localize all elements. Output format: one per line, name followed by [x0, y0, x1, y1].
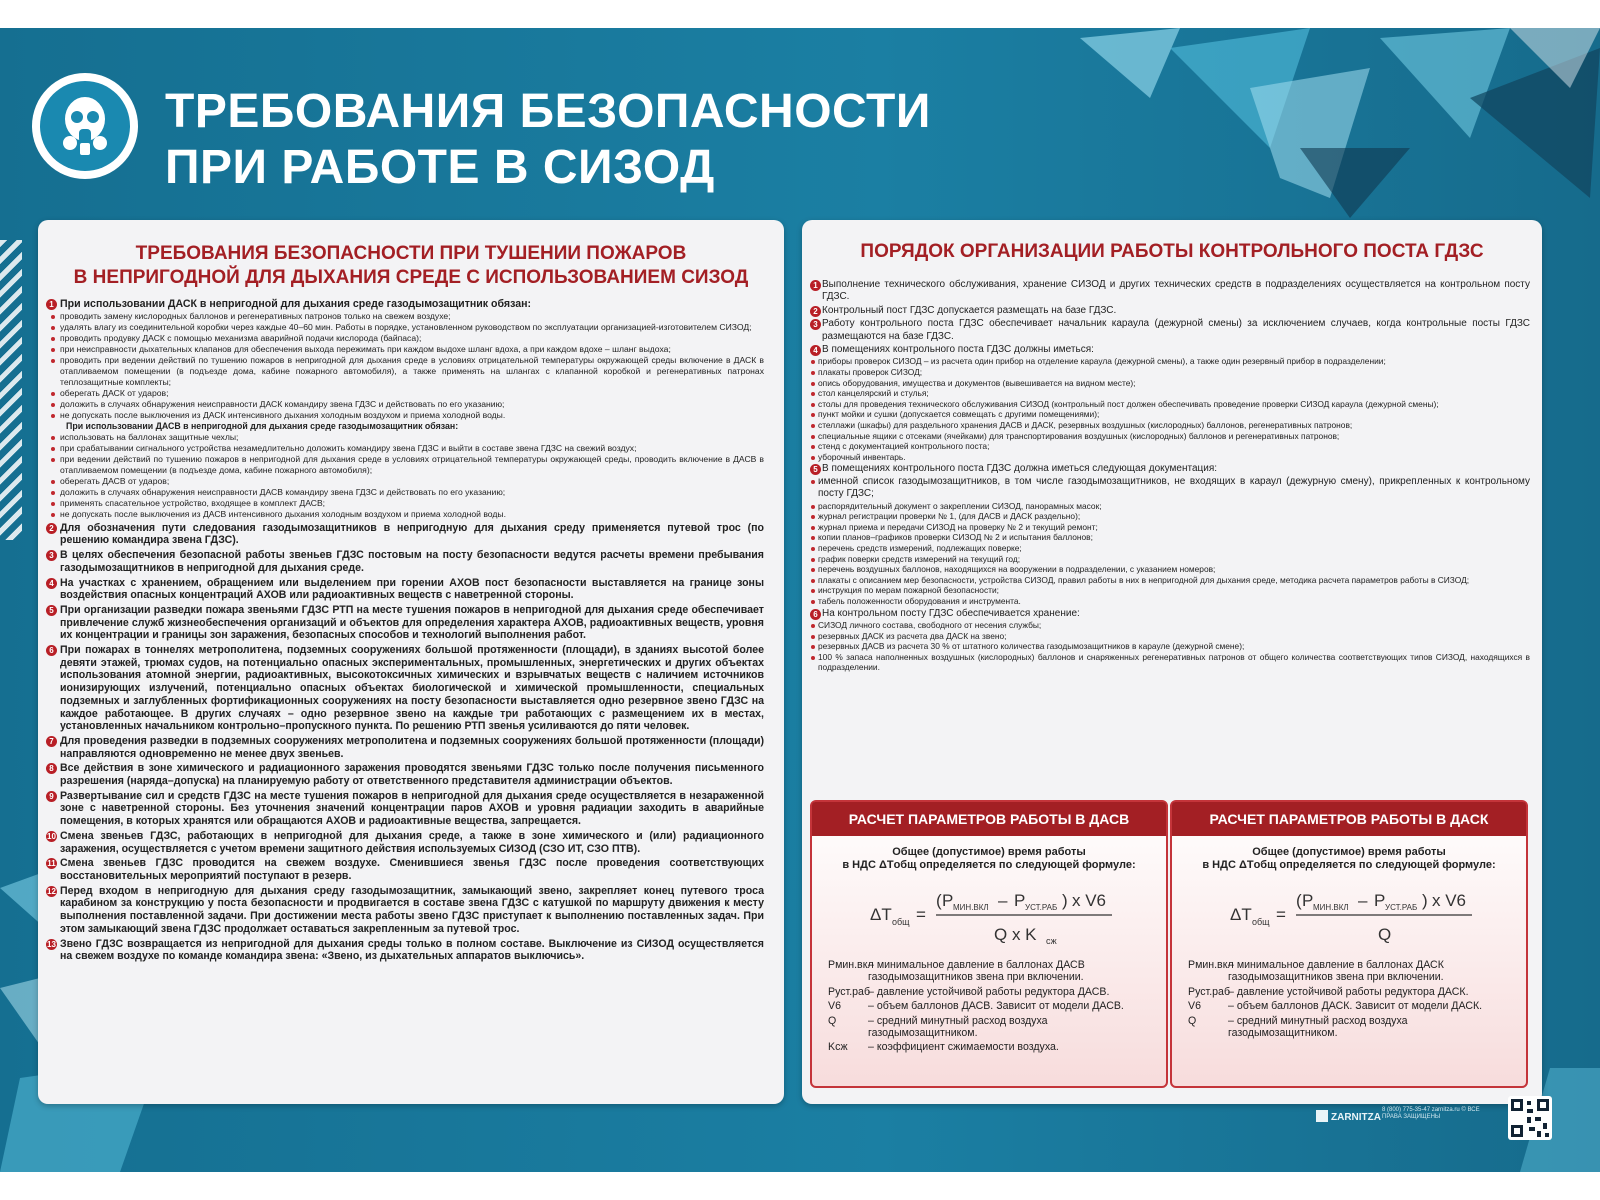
list-item: 5 В помещениях контрольного поста ГДЗС должна иметься следующая документация:: [810, 463, 1530, 475]
list-item: стеллажи (шкафы) для раздельного хранения ДАСВ и ДАСК, резервных воздушных (кислородных) баллонов, регенеративных патронов;: [810, 420, 1530, 431]
legend-row: Q – средний минутный расход воздуха газодымозащитником.: [828, 1014, 1048, 1040]
legend-row: Q – средний минутный расход воздуха газодымозащитником.: [1188, 1014, 1408, 1040]
list-item: применять спасательное устройство, входящее в комплект ДАСВ;: [46, 498, 764, 509]
list-item: копии планов–графиков проверки СИЗОД № 2 и испытания баллонов;: [810, 532, 1530, 543]
list-item: 8 Все действия в зоне химического и радиационного заражения проводятся звеньями ГДЗС только после получения письменного разрешения (наряда–допуска) на планируемую работу от ответственного представителя администрации объектов.: [46, 762, 764, 787]
dask-box-intro: Общее (допустимое) время работы в НДС ΔTобщ определяется по следующей формуле:: [1202, 846, 1496, 871]
list-item: проводить продувку ДАСК с помощью механизма аварийной подачи кислорода (байпаса);: [46, 333, 764, 344]
list-item: резервных ДАСВ из расчета 30 % от штатного количества газодымозащитников в карауле (дежурной смене);: [810, 641, 1530, 652]
list-item: распорядительный документ о закреплении СИЗОД, панорамных масок;: [810, 501, 1530, 512]
dasv-box-intro: Общее (допустимое) время работы в НДС ΔTобщ определяется по следующей формуле:: [842, 846, 1136, 871]
dasv-legend: [812, 959, 1166, 1054]
formula-eq: =: [916, 905, 926, 924]
formula-lhs-sub: общ: [1252, 917, 1270, 927]
right-panel: [802, 220, 1542, 1104]
decor-stripes: [0, 240, 22, 540]
dask-legend: [1172, 959, 1526, 1039]
dasv-box-title: РАСЧЕТ ПАРАМЕТРОВ РАБОТЫ В ДАСВ: [812, 802, 1166, 836]
svg-text:(: (: [936, 891, 942, 910]
list-item: стол канцелярский и стулья;: [810, 388, 1530, 399]
list-item: при срабатывании сигнального устройства незамедлительно доложить командиру звена ГДЗС и выйти в составе звена ГДЗС на свежий воздух;: [46, 443, 764, 454]
svg-text:): ): [1062, 891, 1068, 910]
formula-p2: P: [1374, 891, 1386, 910]
list-item: 5 При организации разведки пожара звеньями ГДЗС РТП на месте тушения пожаров в непригодной для дыхания среде обеспечивает привлечение служб жизнеобеспечения организаций и объектов для определения характера АХОВ, радиоактивных веществ, уровня их концентрации и границы зон заражения, безопасных способов и технологий выполнения работ.: [46, 604, 764, 642]
formula-eq: =: [1276, 905, 1286, 924]
list-item: 4 На участках с хранением, обращением или выделением при горении АХОВ пост безопасности выставляется на границе зоны воздействия опасных концентраций АХОВ или радиоактивных веществ с наветренной стороны.: [46, 577, 764, 602]
legend-row: Pуст.раб – давление устойчивой работы редуктора ДАСВ.: [828, 985, 1110, 998]
list-item: 9 Развертывание сил и средств ГДЗС на месте тушения пожаров в непригодной для дыхания среде осуществляется в незараженной зоне с наветренной стороны. Без уточнения значений концентрации паров АХОВ и уровня радиации заходить в аварийные помещения, в которых хранятся или обращаются АХОВ и радиоактивные вещества, запрещается.: [46, 790, 764, 828]
list-item: проводить замену кислородных баллонов и регенеративных патронов только на свежем воздухе;: [46, 311, 764, 322]
decor-shards-top-right: [1050, 28, 1600, 218]
list-item: плакаты проверок СИЗОД;: [810, 367, 1530, 378]
number-badge-icon: 8: [46, 763, 57, 774]
number-badge-icon: 4: [46, 578, 57, 589]
list-item: оберегать ДАСВ от ударов;: [46, 476, 764, 487]
formula-lhs: ΔT: [1230, 905, 1252, 924]
formula-minus: –: [998, 891, 1008, 910]
list-item: столы для проведения технического обслуживания СИЗОД (контрольный пост должен обеспечивать проведение проверки СИЗОД караула (дежурной смены);: [810, 399, 1530, 410]
number-badge-icon: 5: [46, 605, 57, 616]
right-panel-body: [802, 264, 1542, 673]
number-badge-icon: 12: [47, 886, 56, 896]
formula-minus: –: [1358, 891, 1368, 910]
list-item: журнал регистрации проверки № 1, (для ДАСВ и ДАСК раздельно);: [810, 511, 1530, 522]
svg-text:): ): [1422, 891, 1428, 910]
list-item: приборы проверок СИЗОД – из расчета один прибор на отделение караула (дежурной смены), а также один резервный прибор в подразделении;: [810, 356, 1530, 367]
list-item: опись оборудования, имущества и документов (вывешивается на видном месте);: [810, 378, 1530, 389]
svg-text:(: (: [1296, 891, 1302, 910]
legend-row: V6 – объем баллонов ДАСК. Зависит от модели ДАСК.: [1188, 1000, 1483, 1013]
formula-lhs-sub: общ: [892, 917, 910, 927]
dask-formula: [1172, 878, 1522, 952]
number-badge-icon: 11: [47, 859, 56, 869]
poster-title: [165, 84, 931, 196]
left-panel-body: [38, 290, 784, 963]
list-item: 4 В помещениях контрольного поста ГДЗС должны иметься:: [810, 344, 1530, 356]
number-badge-icon: 3: [46, 550, 57, 561]
list-item: перечень воздушных баллонов, находящихся на вооружении в подразделении, с указанием номеров;: [810, 564, 1530, 575]
legend-row: V6 – объем баллонов ДАСВ. Зависит от модели ДАСВ.: [828, 1000, 1124, 1013]
list-item: 6 При пожарах в тоннелях метрополитена, подземных сооружениях большой протяженности (площади), в зданиях высотой более девяти этажей, трюмах судов, на потенциально опасных экспериментальных, промышленных, энергетических и других объектах использования атомной энергии, радиоактивных, высокотоксичных химических и взрывчатых веществ с наличием источников ионизирующих излучений, потенциально опасных объектах биологической и химической промышленности, специальных подземных и заглубленных фортификационных сооружениях на посту безопасности выставляется одно резервное звено ГДЗС на каждое работающее. В других случаях – одно резервное звено на каждые три работающих с размещением их в местах, установленных начальником контрольно–пропускного пункта. По решению РТП звенья усиливаются до пяти человек.: [46, 644, 764, 733]
dask-box-title: РАСЧЕТ ПАРАМЕТРОВ РАБОТЫ В ДАСК: [1172, 802, 1526, 836]
list-item: табель положенности оборудования и инструмента.: [810, 596, 1530, 607]
list-item: проводить при ведении действий по тушению пожаров в непригодной для дыхания среде в условиях отрицательной температуры окружающей среды включение в ДАСК в отапливаемом помещении (в подъезде дома, кабине пожарного автомобиля), а также применять на шлангах с клапанной коробкой и регенеративных патронах теплозащитные комплекты;: [46, 355, 764, 388]
footer-contacts: 8 (800) 775-35-47 zarnitza.ru © ВСЕ ПРАВА ЗАЩИЩЕНЫ: [1382, 1107, 1480, 1120]
list-item: удалять влагу из соединительной коробки через каждые 40–60 мин. Работы в порядке, установленном руководством по эксплуатации организацией-изготовителем СИЗОД;: [46, 322, 764, 333]
number-badge-icon: 3: [810, 319, 821, 330]
list-item: перечень средств измерений, подлежащих поверке;: [810, 543, 1530, 554]
list-item: 13 Звено ГДЗС возвращается из непригодной для дыхания среды только в полном составе. Выключение из СИЗОД осуществляется на свежем воздухе по команде командира звена: «Звено, из дыхательных аппаратов выключись».: [47, 937, 764, 963]
brand-logo: ZARNITZA: [1316, 1110, 1381, 1123]
legend-row: Pмин.вкл – минимальное давление в баллонах ДАСВ газодымозащитников звена при включении.: [828, 959, 1085, 984]
number-badge-icon: 1: [810, 280, 821, 291]
list-item: при ведении действий по тушению пожаров в непригодной для дыхания среде в условиях отрицательной температуры окружающей среды, проводить включение в ДАСВ в отапливаемом помещении (в подъезде дома, кабине пожарного автомобиля);: [46, 454, 764, 476]
poster: [0, 28, 1600, 1172]
list-item: журнал приема и передачи СИЗОД на проверку № 2 и текущий ремонт;: [810, 522, 1530, 533]
list-item: не допускать после выключения из ДАСК интенсивного дыхания холодным воздухом и приема холодной воды.: [46, 410, 764, 421]
list-item: использовать на баллонах защитные чехлы;: [46, 432, 764, 443]
number-badge-icon: 2: [46, 523, 57, 534]
formula-p2-sub: УСТ.РАБ: [1385, 903, 1418, 912]
list-item: инструкция по мерам пожарной безопасности;: [810, 585, 1530, 596]
formula-p2-sub: УСТ.РАБ: [1025, 903, 1058, 912]
list-item: именной список газодымозащитников, в том числе газодымозащитников, не входящих в караул (дежурную смену), прикрепленных к контрольному посту ГДЗС;: [810, 476, 1530, 501]
legend-row: Pуст.раб – давление устойчивой работы редуктора ДАСК.: [1188, 985, 1469, 998]
list-item: 11 Смена звеньев ГДЗС проводится на свежем воздухе. Сменившиеся звенья ГДЗС после проведения соответствующих восстановительных мероприятий поступают в резерв.: [47, 857, 764, 882]
number-badge-icon: 6: [46, 645, 57, 656]
list-item: специальные ящики с отсеками (ячейками) для транспортирования воздушных (кислородных) баллонов и регенеративных патронов;: [810, 431, 1530, 442]
formula-p2: P: [1014, 891, 1026, 910]
list-item: 3 В целях обеспечения безопасной работы звеньев ГДЗС постовым на посту безопасности ведутся расчеты времени пребывания газодымозащитников в непригодной для дыхания среде.: [46, 549, 764, 574]
formula-p1-sub: МИН.ВКЛ: [1313, 903, 1349, 912]
right-panel-title: ПОРЯДОК ОРГАНИЗАЦИИ РАБОТЫ КОНТРОЛЬНОГО ПОСТА ГДЗС: [860, 241, 1484, 262]
list-subheading: При использовании ДАСВ в непригодной для дыхания среде газодымозащитник обязан:: [66, 420, 459, 431]
number-badge-icon: 4: [810, 345, 821, 356]
list-item: 10 Смена звеньев ГДЗС, работающих в непригодной для дыхания среде, а также в зоне химического и (или) радиационного заражения, осуществляется с учетом времени защитного действия используемых СИЗОД (СЗО ИТ, СЗО ПТВ).: [47, 829, 764, 855]
gas-mask-icon: [32, 73, 138, 179]
number-badge-icon: 13: [47, 939, 56, 949]
list-item: 6 На контрольном посту ГДЗС обеспечивается хранение:: [810, 608, 1530, 620]
list-item: 1 Выполнение технического обслуживания, хранение СИЗОД и других технических средств в подразделениях осуществляется на контрольном посту ГДЗС.: [810, 279, 1530, 304]
list-item: стенд с документацией контрольного поста;: [810, 441, 1530, 452]
left-panel-title: ТРЕБОВАНИЯ БЕЗОПАСНОСТИ ПРИ ТУШЕНИИ ПОЖАРОВ В НЕПРИГОДНОЙ ДЛЯ ДЫХАНИЯ СРЕДЕ С ИСПОЛЬЗОВАНИЕМ СИЗОД: [73, 243, 749, 288]
brand-z-icon: [1316, 1110, 1328, 1122]
left-panel: [38, 220, 784, 1104]
dask-formula-box: [1170, 800, 1528, 1088]
formula-p1: P: [1302, 891, 1314, 910]
list-item: 100 % запаса наполненных воздушных (кислородных) баллонов и снаряженных регенеративных патронов от общего количества соответствующих типов СИЗОД, находящихся в подразделении.: [810, 652, 1530, 673]
dasv-formula-box: [810, 800, 1168, 1088]
list-item: при неисправности дыхательных клапанов для обеспечения выхода пережимать при каждом выдохе шланг вдоха, а при каждом вдохе – шланг выдоха;: [46, 344, 764, 355]
number-badge-icon: 5: [810, 464, 821, 475]
list-item: уборочный инвентарь.: [810, 452, 1530, 463]
number-badge-icon: 10: [47, 831, 56, 841]
title-line-1: ТРЕБОВАНИЯ БЕЗОПАСНОСТИ: [165, 85, 931, 138]
list-item: оберегать ДАСК от ударов;: [46, 388, 764, 399]
qr-code-icon: [1508, 1096, 1552, 1140]
formula-p1: P: [942, 891, 954, 910]
list-item: 2 Для обозначения пути следования газодымозащитников в непригодную для дыхания среду применяется путевой трос (по решению командира звена ГДЗС).: [46, 522, 764, 547]
formula-denominator-sub: сж: [1046, 936, 1057, 946]
list-item: СИЗОД личного состава, свободного от несения службы;: [810, 620, 1530, 631]
number-badge-icon: 2: [810, 306, 821, 317]
list-item: доложить в случаях обнаружения неисправности ДАСК командиру звена ГДЗС и действовать по его указанию;: [46, 399, 764, 410]
formula-mult: x V6: [1072, 891, 1107, 910]
list-item: плакаты с описанием мер безопасности, устройства СИЗОД, правил работы в них в непригодной для дыхания среде, методика расчета параметров работы в СИЗОД;: [810, 575, 1530, 586]
title-line-2: ПРИ РАБОТЕ В СИЗОД: [165, 141, 715, 194]
list-item: 2 Контрольный пост ГДЗС допускается размещать на базе ГДЗС.: [810, 305, 1530, 317]
list-item: не допускать после выключения из ДАСВ интенсивного дыхания холодным воздухом и приема холодной воды.: [46, 509, 764, 520]
formula-mult: x V6: [1432, 891, 1467, 910]
formula-p1-sub: МИН.ВКЛ: [953, 903, 989, 912]
number-badge-icon: 7: [46, 736, 57, 747]
list-item: пункт мойки и сушки (допускается совмещать с другими помещениями);: [810, 409, 1530, 420]
number-badge-icon: 9: [46, 791, 57, 802]
list-item: 1 При использовании ДАСК в непригодной для дыхания среде газодымозащитник обязан:: [46, 298, 764, 311]
dasv-formula: [812, 878, 1162, 952]
list-item: резервных ДАСК из расчета два ДАСК на звено;: [810, 631, 1530, 642]
list-item: доложить в случаях обнаружения неисправности ДАСВ командиру звена ГДЗС и действовать по его указанию;: [46, 487, 764, 498]
number-badge-icon: 6: [810, 609, 821, 620]
formula-lhs: ΔT: [870, 905, 892, 924]
legend-row: Kсж – коэффициент сжимаемости воздуха.: [828, 1041, 1059, 1054]
list-item: график поверки средств измерений на текущий год;: [810, 554, 1530, 565]
list-item: 12 Перед входом в непригодную для дыхания среду газодымозащитник, замыкающий звено, закрепляет конец путевого троса карабином за конструкцию у поста безопасности и продвигается в составе звена ГДЗС с катушкой по маршруту движения к месту выполнения поставленной задачи. При достижении места работы звено ГДЗС приступает к выполнению поставленных задач. При этом замыкающий звена ГДЗС продолжает оставаться закрепленным за путевой трос.: [47, 884, 764, 935]
legend-row: Pмин.вкл – минимальное давление в баллонах ДАСК газодымозащитников звена при включении.: [1188, 959, 1444, 984]
number-badge-icon: 1: [46, 299, 57, 310]
formula-denominator: Q: [1378, 925, 1392, 944]
list-item: 7 Для проведения разведки в подземных сооружениях метрополитена и подземных сооружениях большой протяженности (площади) направляются одновременно не менее двух звеньев.: [46, 735, 764, 760]
list-item: 3 Работу контрольного поста ГДЗС обеспечивает начальник караула (дежурной смены) за исключением случаев, когда контрольные посты ГДЗС размещаются на базе ГДЗС.: [810, 318, 1530, 343]
formula-denominator: Q x K: [994, 925, 1037, 944]
